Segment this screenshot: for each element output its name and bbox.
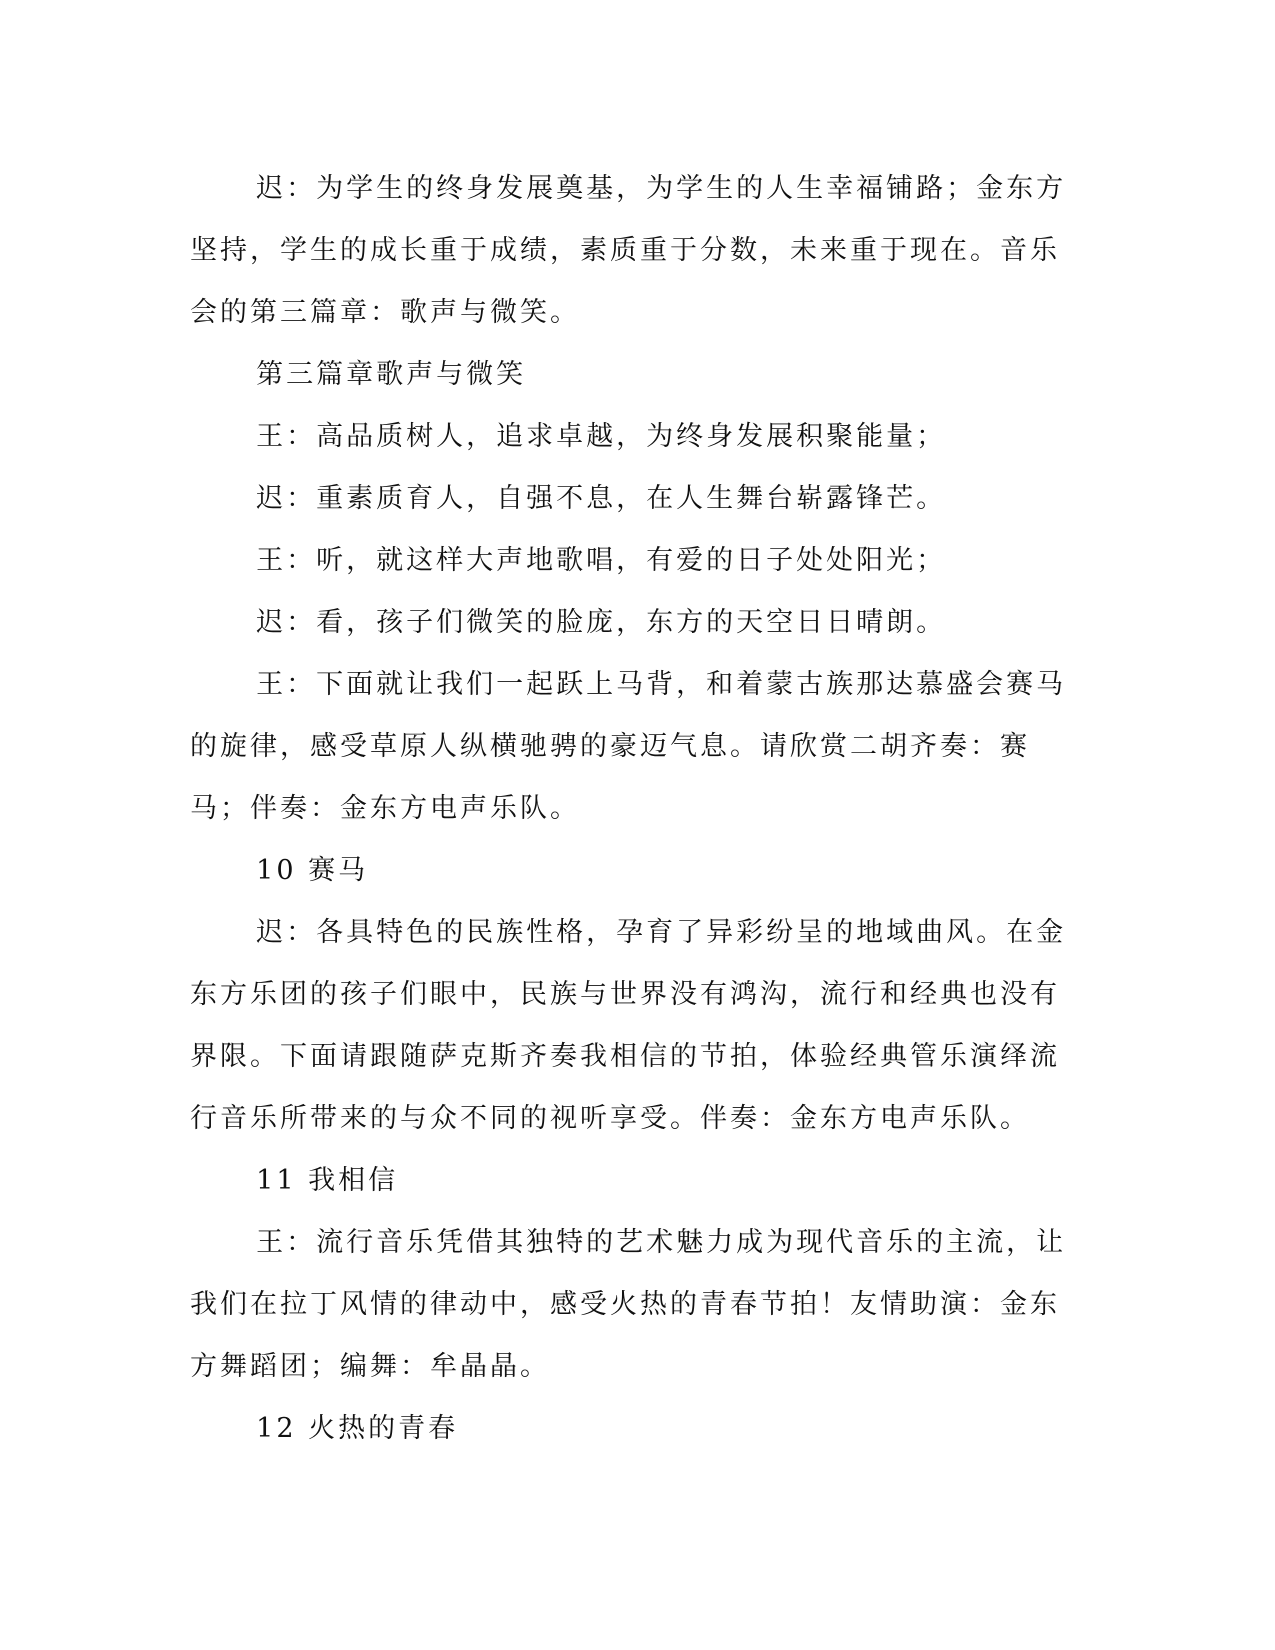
paragraph-wang-line-1: 王：高品质树人，追求卓越，为终身发展积聚能量； [256, 421, 947, 452]
paragraph-chi-intro: 迟：为学生的终身发展奠基，为学生的人生幸福铺路；金东方坚持，学生的成长重于成绩，素质重于分数，未来重于现在。音乐会的第三篇章：歌声与微笑。 [190, 173, 1067, 328]
paragraph-chi-line-1: 迟：重素质育人，自强不息，在人生舞台崭露锋芒。 [256, 483, 947, 514]
paragraph-wang-line-2: 王：听，就这样大声地歌唱，有爱的日子处处阳光； [256, 545, 947, 576]
paragraph-chi-saxophone: 迟：各具特色的民族性格，孕育了异彩纷呈的地域曲风。在金东方乐团的孩子们眼中，民族与世界没有鸿沟，流行和经典也没有界限。下面请跟随萨克斯齐奏我相信的节拍，体验经典管乐演绎流行音乐所带来的与众不同的视听享受。伴奏：金东方电声乐队。 [190, 917, 1067, 1134]
program-item-11: 11 我相信 [256, 1165, 399, 1196]
paragraph-wang-latin: 王：流行音乐凭借其独特的艺术魅力成为现代音乐的主流，让我们在拉丁风情的律动中，感受火热的青春节拍！友情助演：金东方舞蹈团；编舞：牟晶晶。 [190, 1227, 1067, 1382]
paragraph-chi-line-2: 迟：看，孩子们微笑的脸庞，东方的天空日日晴朗。 [256, 607, 947, 638]
section-heading: 第三篇章歌声与微笑 [256, 359, 527, 390]
program-item-10: 10 赛马 [256, 855, 369, 886]
program-item-12: 12 火热的青春 [256, 1413, 459, 1444]
document-body [190, 158, 1080, 1460]
paragraph-wang-horse-race: 王：下面就让我们一起跃上马背，和着蒙古族那达慕盛会赛马的旋律，感受草原人纵横驰骋的豪迈气息。请欣赏二胡齐奏：赛马；伴奏：金东方电声乐队。 [190, 669, 1067, 824]
